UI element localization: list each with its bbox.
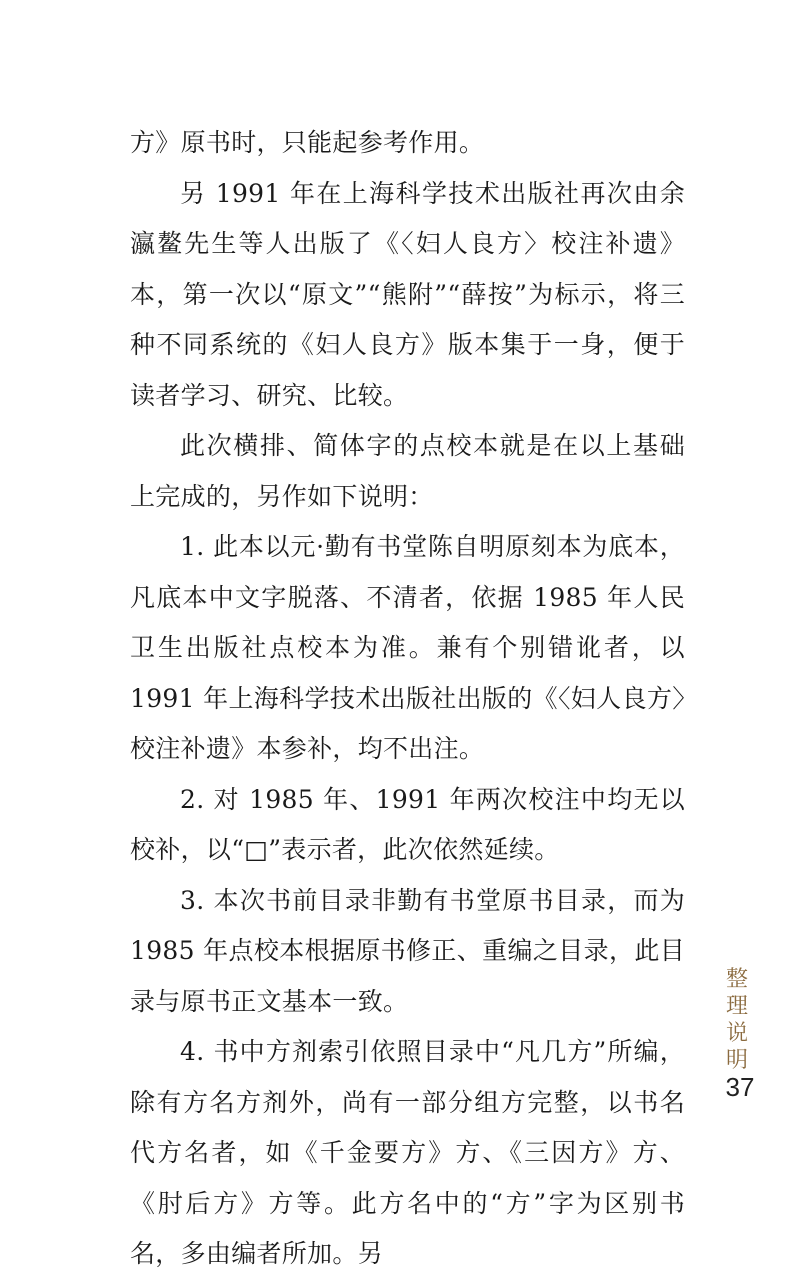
paragraph-1991-edition: 另 1991 年在上海科学技术出版社再次由余瀛鳌先生等人出版了《〈妇人良方〉校注补遗》本，第一次以“原文”“熊附”“薛按”为标示，将三种不同系统的《妇人良方》版本集于一身，便于读者学习、研究、比较。 — [130, 178, 685, 410]
paragraph-continuation: 方》原书时，只能起参考作用。 — [130, 128, 485, 157]
paragraph-note-3: 3. 本次书前目录非勤有书堂原书目录，而为 1985 年点校本根据原书修正、重编之目录，此目录与原书正文基本一致。 — [130, 885, 685, 1016]
section-side-label: 整理说明 — [725, 967, 748, 1073]
paragraph-note-4: 4. 书中方剂索引依照目录中“凡几方”所编，除有方名方剂外，尚有一部分组方完整，以书名代方名者，如《千金要方》方、《三因方》方、《肘后方》方等。此方名中的“方”字为区别书名，多由编者所加。另 — [130, 1037, 685, 1268]
paragraph-current-edition: 此次横排、简体字的点校本就是在以上基础上完成的，另作如下说明： — [130, 431, 685, 511]
body-text — [130, 118, 685, 1280]
page-number: 37 — [725, 1072, 755, 1102]
paragraph-note-1: 1. 此本以元·勤有书堂陈自明原刻本为底本，凡底本中文字脱落、不清者，依据 1985 年人民卫生出版社点校本为准。兼有个别错讹者，以 1991 年上海科学技术出版社出版的《〈妇人良方〉校注补遗》本参补，均不出注。 — [130, 532, 685, 763]
paragraph-note-2: 2. 对 1985 年、1991 年两次校注中均无以校补，以“□”表示者，此次依然延续。 — [130, 784, 685, 864]
